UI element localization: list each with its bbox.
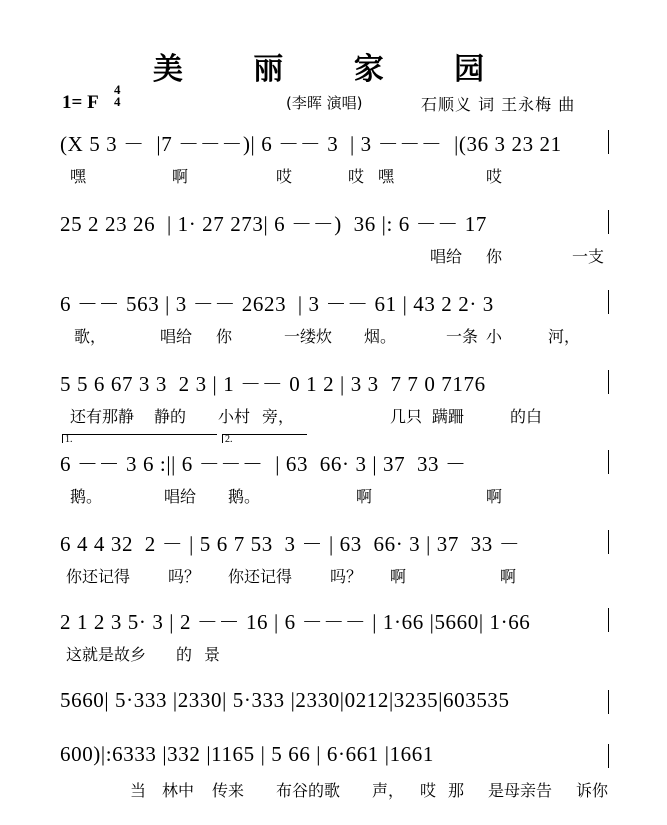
lyric-text: 旁，: [262, 407, 295, 426]
barline: [608, 130, 609, 154]
lyric-text: 静的: [154, 407, 187, 426]
lyric-text: 的白: [510, 407, 543, 426]
barline: [608, 290, 609, 314]
lyric-text: 哎: [276, 167, 293, 186]
barline: [608, 210, 609, 234]
notation-line: (X 5 3 － |7 －－－)| 6 －－ 3 | 3 －－－ |(36 3 23 21: [60, 132, 562, 156]
lyric-text: 鹅。: [70, 487, 103, 506]
lyric-text: 啊: [172, 167, 189, 186]
time-signature-bottom: 4: [114, 94, 121, 109]
lyric-text: 几只: [390, 407, 423, 426]
time-signature-top: 4: [114, 82, 121, 97]
lyric-text: 鹅。: [228, 487, 261, 506]
notation-line: 6 4 4 32 2 － | 5 6 7 53 3 － | 63 66· 3 | 37 33 －: [60, 532, 521, 556]
lyric-text: 传来: [212, 781, 245, 800]
lyric-text: 你还记得: [228, 567, 293, 586]
lyric-text: 当: [130, 781, 147, 800]
song-title: 美 丽 家 园: [152, 52, 515, 87]
barline: [608, 690, 609, 714]
barline: [608, 530, 609, 554]
lyric-text: 是母亲告: [488, 781, 553, 800]
time-signature: [114, 84, 121, 108]
lyric-text: 吗？: [330, 567, 363, 586]
lyric-text: 景: [204, 645, 221, 664]
lyric-text: 嘿: [70, 167, 87, 186]
barline: [608, 450, 609, 474]
lyric-text: 嘿: [378, 167, 395, 186]
barline: [608, 370, 609, 394]
lyric-text: 诉你: [576, 781, 609, 800]
performer-credit: (李晖 演唱): [286, 94, 363, 112]
lyric-text: 烟。: [364, 327, 397, 346]
notation-line: 600)|:6333 |332 |1165 | 5 66 | 6·661 |1661: [60, 742, 434, 766]
notation-line: 2 1 2 3 5· 3 | 2 －－ 16 | 6 －－－ | 1·66 |5660| 1·66: [60, 610, 531, 634]
notation-line: 6 －－ 563 | 3 －－ 2623 | 3 －－ 61 | 43 2 2· 3: [60, 292, 494, 316]
lyric-text: 的: [176, 645, 193, 664]
lyric-text: 这就是故乡: [66, 645, 147, 664]
lyric-text: 一条: [446, 327, 479, 346]
notation-line: 6 －－ 3 6 :|| 6 －－－ | 63 66· 3 | 37 33 －: [60, 452, 467, 476]
lyric-text: 歌，: [74, 327, 107, 346]
lyric-text: 河，: [548, 327, 581, 346]
barline: [608, 744, 609, 768]
lyric-text: 啊: [390, 567, 407, 586]
lyric-text: 你: [486, 247, 503, 266]
lyric-text: 唱给: [160, 327, 193, 346]
volta-bracket: 2.: [222, 434, 307, 443]
lyric-text: 一缕炊: [284, 327, 333, 346]
lyric-text: 哎: [348, 167, 365, 186]
lyric-text: 啊: [356, 487, 373, 506]
notation-line: 25 2 23 26 | 1· 27 273| 6 －－) 36 |: 6 －－ 17: [60, 212, 487, 236]
lyric-text: 哎: [420, 781, 437, 800]
lyricist-composer-credit: 石顺义 词 王永梅 曲: [421, 95, 576, 114]
lyric-text: 蹒跚: [432, 407, 465, 426]
notation-line: 5 5 6 67 3 3 2 3 | 1 －－ 0 1 2 | 3 3 7 7 0 7176: [60, 372, 486, 396]
lyric-text: 小: [486, 327, 503, 346]
lyric-text: 你: [216, 327, 233, 346]
notation-line: 5660| 5·333 |2330| 5·333 |2330|0212|3235|603535: [60, 688, 510, 712]
lyric-text: 那: [448, 781, 465, 800]
lyric-text: 小村: [218, 407, 251, 426]
lyric-text: 吗？: [168, 567, 201, 586]
lyric-text: 一支: [572, 247, 605, 266]
key-signature: 1= F: [62, 92, 99, 113]
lyric-text: 啊: [486, 487, 503, 506]
lyric-text: 布谷的歌: [276, 781, 341, 800]
volta-bracket: 1.: [62, 434, 217, 443]
lyric-text: 声，: [372, 781, 405, 800]
lyric-text: 还有那静: [70, 407, 135, 426]
lyric-text: 林中: [162, 781, 195, 800]
lyric-text: 啊: [500, 567, 517, 586]
lyric-text: 哎: [486, 167, 503, 186]
barline: [608, 608, 609, 632]
lyric-text: 唱给: [164, 487, 197, 506]
lyric-text: 你还记得: [66, 567, 131, 586]
lyric-text: 唱给: [430, 247, 463, 266]
